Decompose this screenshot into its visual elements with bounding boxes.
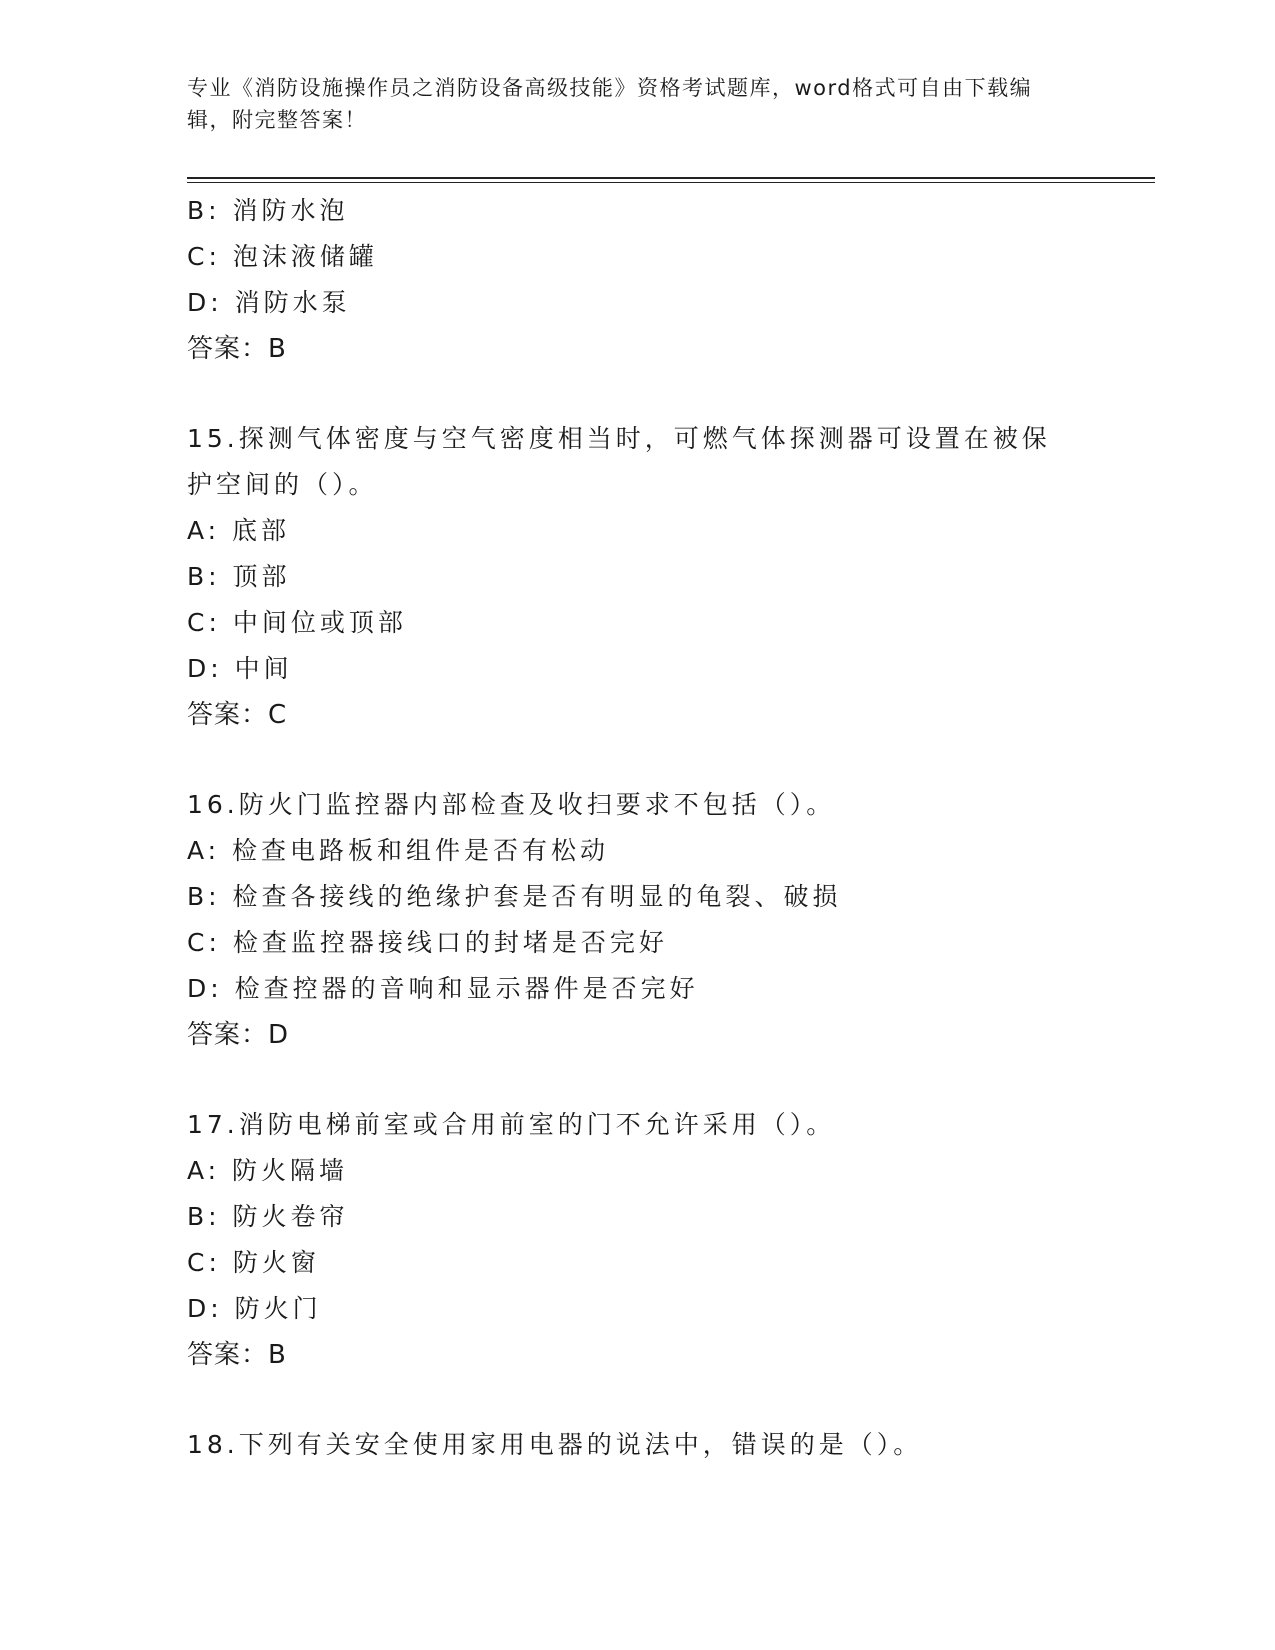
question-17 — [187, 1102, 1087, 1378]
question-18 — [187, 1422, 1087, 1468]
option-d: D: 检查控器的音响和显示器件是否完好 — [187, 974, 699, 1003]
question-14-fragment — [187, 188, 1087, 372]
header-rule-thin — [187, 182, 1155, 183]
option-d: D: 防火门 — [187, 1294, 322, 1323]
question-list — [187, 188, 1087, 1468]
answer-line: 答案：B — [187, 334, 287, 364]
spacer — [187, 738, 1087, 782]
question-stem: 16.防火门监控器内部检查及收扫要求不包括（）。 — [187, 790, 836, 819]
answer-line: 答案：B — [187, 1340, 287, 1370]
option-a: A: 检查电路板和组件是否有松动 — [187, 836, 610, 865]
answer-line: 答案：D — [187, 1020, 290, 1050]
answer-line: 答案：C — [187, 700, 288, 730]
spacer — [187, 1378, 1087, 1422]
spacer — [187, 372, 1087, 416]
option-c: C: 泡沫液储罐 — [187, 242, 378, 271]
option-a: A: 防火隔墙 — [187, 1156, 349, 1185]
option-d: D: 消防水泵 — [187, 288, 351, 317]
question-16 — [187, 782, 1087, 1058]
option-b: B: 检查各接线的绝缘护套是否有明显的龟裂、破损 — [187, 882, 842, 911]
spacer — [187, 1058, 1087, 1102]
option-a: A: 底部 — [187, 516, 291, 545]
option-b: B: 顶部 — [187, 562, 291, 591]
page-header: 专业《消防设施操作员之消防设备高级技能》资格考试题库，word格式可自由下载编辑，附完整答案！ — [187, 76, 1033, 132]
option-d: D: 中间 — [187, 654, 293, 683]
question-15 — [187, 416, 1087, 738]
question-stem: 15.探测气体密度与空气密度相当时，可燃气体探测器可设置在被保护空间的（）。 — [187, 424, 1051, 499]
question-stem: 18.下列有关安全使用家用电器的说法中，错误的是（）。 — [187, 1430, 923, 1459]
option-c: C: 检查监控器接线口的封堵是否完好 — [187, 928, 668, 957]
option-b: B: 消防水泡 — [187, 196, 349, 225]
option-c: C: 防火窗 — [187, 1248, 320, 1277]
question-stem: 17.消防电梯前室或合用前室的门不允许采用（）。 — [187, 1110, 836, 1139]
option-b: B: 防火卷帘 — [187, 1202, 349, 1231]
option-c: C: 中间位或顶部 — [187, 608, 407, 637]
header-rule-thick — [187, 177, 1155, 179]
